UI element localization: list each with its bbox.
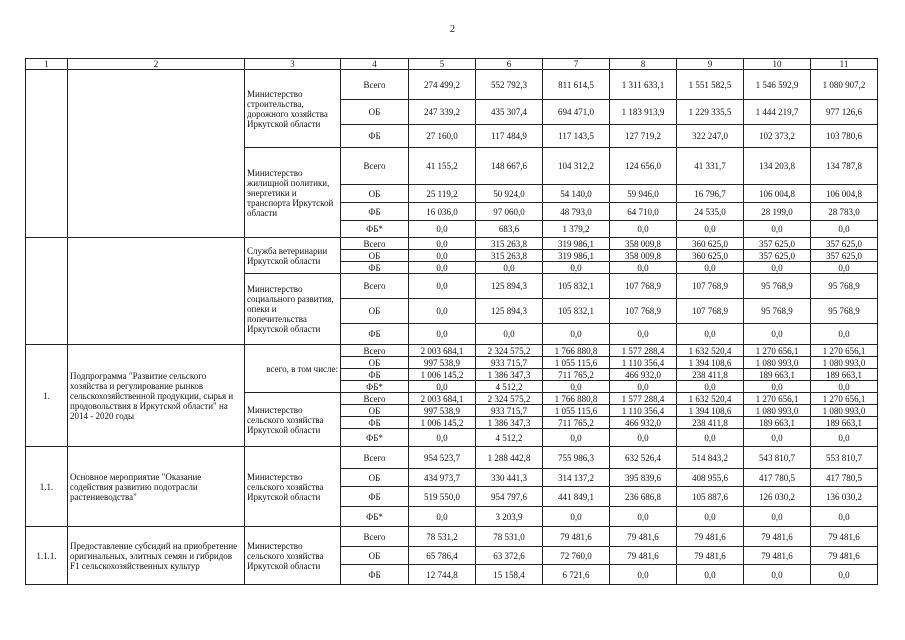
value-cell: 0,0 [610, 221, 677, 238]
value-cell: 104 312,2 [543, 148, 610, 185]
value-cell: 755 986,3 [543, 447, 610, 469]
column-number-cell: 8 [610, 59, 677, 70]
value-cell: 997 538,9 [409, 405, 476, 417]
value-cell: 1 632 520,4 [677, 345, 744, 357]
value-cell: 1 080 993,0 [744, 357, 811, 369]
value-cell: 0,0 [811, 429, 878, 447]
value-cell: 0,0 [409, 274, 476, 299]
funding-source-cell: ФБ [341, 324, 409, 345]
value-cell: 954 797,6 [476, 487, 543, 507]
value-cell: 711 765,2 [543, 369, 610, 381]
table-row [26, 238, 878, 250]
value-cell: 79 481,6 [677, 547, 744, 565]
value-cell: 314 137,2 [543, 469, 610, 487]
value-cell: 106 004,8 [811, 185, 878, 203]
value-cell: 543 810,7 [744, 447, 811, 469]
item-number-cell [26, 238, 68, 345]
value-cell: 189 663,1 [744, 417, 811, 429]
funding-source-cell: Всего [341, 527, 409, 547]
value-cell: 357 625,0 [744, 238, 811, 250]
value-cell: 24 535,0 [677, 203, 744, 221]
value-cell: 1 270 656,1 [811, 345, 878, 357]
value-cell: 0,0 [543, 507, 610, 527]
value-cell: 1 006 145,2 [409, 417, 476, 429]
value-cell: 0,0 [409, 507, 476, 527]
value-cell: 1 386 347,3 [476, 369, 543, 381]
value-cell: 134 787,8 [811, 148, 878, 185]
value-cell: 357 625,0 [744, 250, 811, 262]
funding-source-cell: ОБ [341, 547, 409, 565]
funding-source-cell: ОБ [341, 405, 409, 417]
value-cell: 0,0 [811, 324, 878, 345]
column-number-cell: 7 [543, 59, 610, 70]
value-cell: 78 531,2 [409, 527, 476, 547]
value-cell: 124 656,0 [610, 148, 677, 185]
value-cell: 1 577 288,4 [610, 345, 677, 357]
value-cell: 0,0 [811, 381, 878, 393]
value-cell: 0,0 [811, 262, 878, 274]
value-cell: 0,0 [409, 324, 476, 345]
value-cell: 95 768,9 [811, 274, 878, 299]
funding-source-cell: ФБ* [341, 221, 409, 238]
value-cell: 79 481,6 [677, 527, 744, 547]
value-cell: 79 481,6 [744, 527, 811, 547]
value-cell: 4 512,2 [476, 381, 543, 393]
funding-source-cell: Всего [341, 274, 409, 299]
value-cell: 105 887,6 [677, 487, 744, 507]
value-cell: 466 932,0 [610, 369, 677, 381]
value-cell: 360 625,0 [677, 238, 744, 250]
item-number-cell: 1. [26, 345, 68, 447]
value-cell: 0,0 [744, 221, 811, 238]
value-cell: 1 379,2 [543, 221, 610, 238]
value-cell: 3 203,9 [476, 507, 543, 527]
value-cell: 106 004,8 [744, 185, 811, 203]
value-cell: 105 832,1 [543, 274, 610, 299]
value-cell: 357 625,0 [811, 238, 878, 250]
value-cell: 6 721,6 [543, 565, 610, 585]
value-cell: 395 839,6 [610, 469, 677, 487]
funding-source-cell: ФБ [341, 262, 409, 274]
value-cell: 933 715,7 [476, 357, 543, 369]
executor-cell: Министерство строительства, дорожного хозяйства Иркутской области [245, 70, 341, 148]
value-cell: 319 986,1 [543, 250, 610, 262]
value-cell: 16 796,7 [677, 185, 744, 203]
value-cell: 0,0 [811, 507, 878, 527]
executor-cell: Министерство сельского хозяйства Иркутской области [245, 447, 341, 527]
executor-cell: Министерство сельского хозяйства Иркутской области [245, 527, 341, 585]
value-cell: 330 441,3 [476, 469, 543, 487]
value-cell: 0,0 [543, 381, 610, 393]
value-cell: 1 766 880,8 [543, 345, 610, 357]
value-cell: 0,0 [677, 221, 744, 238]
value-cell: 79 481,6 [744, 547, 811, 565]
value-cell: 711 765,2 [543, 417, 610, 429]
value-cell: 189 663,1 [811, 417, 878, 429]
value-cell: 0,0 [543, 324, 610, 345]
value-cell: 105 832,1 [543, 299, 610, 324]
value-cell: 1 288 442,8 [476, 447, 543, 469]
value-cell: 0,0 [677, 381, 744, 393]
value-cell: 117 143,5 [543, 125, 610, 148]
value-cell: 1 546 592,9 [744, 70, 811, 100]
value-cell: 134 203,8 [744, 148, 811, 185]
value-cell: 0,0 [610, 565, 677, 585]
value-cell: 125 894,3 [476, 299, 543, 324]
value-cell: 0,0 [744, 429, 811, 447]
funding-source-cell: Всего [341, 238, 409, 250]
value-cell: 315 263,8 [476, 238, 543, 250]
value-cell: 236 686,8 [610, 487, 677, 507]
table-row [26, 345, 878, 357]
value-cell: 466 932,0 [610, 417, 677, 429]
value-cell: 417 780,5 [811, 469, 878, 487]
value-cell: 79 481,6 [811, 527, 878, 547]
value-cell: 189 663,1 [811, 369, 878, 381]
funding-source-cell: ОБ [341, 357, 409, 369]
funding-source-cell: Всего [341, 345, 409, 357]
funding-source-cell: ФБ [341, 417, 409, 429]
value-cell: 1 110 356,4 [610, 357, 677, 369]
value-cell: 1 110 356,4 [610, 405, 677, 417]
value-cell: 0,0 [677, 429, 744, 447]
value-cell: 1 080 993,0 [811, 405, 878, 417]
funding-source-cell: ФБ* [341, 381, 409, 393]
value-cell: 107 768,9 [610, 274, 677, 299]
value-cell: 0,0 [409, 381, 476, 393]
funding-source-cell: ФБ* [341, 507, 409, 527]
value-cell: 107 768,9 [677, 299, 744, 324]
value-cell: 1 270 656,1 [744, 345, 811, 357]
item-name-cell [68, 70, 245, 238]
funding-source-cell: Всего [341, 148, 409, 185]
value-cell: 238 411,8 [677, 417, 744, 429]
value-cell: 514 843,2 [677, 447, 744, 469]
value-cell: 1 386 347,3 [476, 417, 543, 429]
value-cell: 1 055 115,6 [543, 357, 610, 369]
executor-cell: всего, в том числе: [245, 345, 341, 393]
value-cell: 127 719,2 [610, 125, 677, 148]
executor-cell: Министерство социального развития, опеки и попечительства Иркутской области [245, 274, 341, 345]
funding-source-cell: ФБ* [341, 429, 409, 447]
funding-source-cell: Всего [341, 70, 409, 100]
value-cell: 519 550,0 [409, 487, 476, 507]
value-cell: 0,0 [409, 299, 476, 324]
value-cell: 28 199,0 [744, 203, 811, 221]
value-cell: 435 307,4 [476, 100, 543, 125]
column-number-cell: 1 [26, 59, 68, 70]
value-cell: 59 946,0 [610, 185, 677, 203]
value-cell: 41 331,7 [677, 148, 744, 185]
value-cell: 933 715,7 [476, 405, 543, 417]
value-cell: 954 523,7 [409, 447, 476, 469]
value-cell: 1 229 335,5 [677, 100, 744, 125]
item-number-cell: 1.1.1. [26, 527, 68, 585]
value-cell: 148 667,6 [476, 148, 543, 185]
column-number-cell: 4 [341, 59, 409, 70]
column-number-cell: 6 [476, 59, 543, 70]
value-cell: 1 577 288,4 [610, 393, 677, 405]
funding-source-cell: Всего [341, 393, 409, 405]
value-cell: 0,0 [409, 221, 476, 238]
value-cell: 0,0 [543, 262, 610, 274]
value-cell: 95 768,9 [811, 299, 878, 324]
value-cell: 107 768,9 [677, 274, 744, 299]
value-cell: 441 849,1 [543, 487, 610, 507]
funding-source-cell: ОБ [341, 250, 409, 262]
value-cell: 434 973,7 [409, 469, 476, 487]
value-cell: 319 986,1 [543, 238, 610, 250]
value-cell: 0,0 [409, 238, 476, 250]
column-number-cell: 9 [677, 59, 744, 70]
value-cell: 0,0 [610, 324, 677, 345]
value-cell: 1 270 656,1 [811, 393, 878, 405]
value-cell: 683,6 [476, 221, 543, 238]
value-cell: 1 080 907,2 [811, 70, 878, 100]
value-cell: 125 894,3 [476, 274, 543, 299]
value-cell: 1 766 880,8 [543, 393, 610, 405]
value-cell: 2 003 684,1 [409, 393, 476, 405]
value-cell: 41 155,2 [409, 148, 476, 185]
value-cell: 358 009,8 [610, 238, 677, 250]
value-cell: 0,0 [610, 429, 677, 447]
value-cell: 694 471,0 [543, 100, 610, 125]
funding-source-cell: ОБ [341, 469, 409, 487]
value-cell: 0,0 [476, 324, 543, 345]
value-cell: 189 663,1 [744, 369, 811, 381]
value-cell: 1 006 145,2 [409, 369, 476, 381]
value-cell: 0,0 [409, 262, 476, 274]
value-cell: 103 780,6 [811, 125, 878, 148]
value-cell: 997 538,9 [409, 357, 476, 369]
value-cell: 79 481,6 [610, 527, 677, 547]
table-row [26, 70, 878, 100]
value-cell: 72 760,0 [543, 547, 610, 565]
value-cell: 238 411,8 [677, 369, 744, 381]
value-cell: 0,0 [610, 381, 677, 393]
value-cell: 1 080 993,0 [811, 357, 878, 369]
value-cell: 0,0 [610, 507, 677, 527]
value-cell: 1 551 582,5 [677, 70, 744, 100]
funding-source-cell: ФБ [341, 565, 409, 585]
value-cell: 25 119,2 [409, 185, 476, 203]
value-cell: 0,0 [409, 250, 476, 262]
value-cell: 274 499,2 [409, 70, 476, 100]
value-cell: 107 768,9 [610, 299, 677, 324]
value-cell: 0,0 [610, 262, 677, 274]
value-cell: 102 373,2 [744, 125, 811, 148]
funding-source-cell: ФБ [341, 487, 409, 507]
value-cell: 0,0 [744, 324, 811, 345]
column-number-cell: 2 [68, 59, 245, 70]
column-number-row [26, 59, 878, 70]
value-cell: 0,0 [677, 262, 744, 274]
funding-source-cell: ОБ [341, 299, 409, 324]
value-cell: 322 247,0 [677, 125, 744, 148]
value-cell: 552 792,3 [476, 70, 543, 100]
executor-cell: Служба ветеринарии Иркутской области [245, 238, 341, 274]
value-cell: 1 270 656,1 [744, 393, 811, 405]
value-cell: 1 055 115,6 [543, 405, 610, 417]
page-number: 2 [450, 24, 455, 35]
value-cell: 28 783,0 [811, 203, 878, 221]
value-cell: 65 786,4 [409, 547, 476, 565]
value-cell: 1 183 913,9 [610, 100, 677, 125]
value-cell: 95 768,9 [744, 299, 811, 324]
value-cell: 1 394 108,6 [677, 405, 744, 417]
value-cell: 0,0 [744, 262, 811, 274]
value-cell: 79 481,6 [610, 547, 677, 565]
value-cell: 95 768,9 [744, 274, 811, 299]
column-number-cell: 3 [245, 59, 341, 70]
value-cell: 2 324 575,2 [476, 393, 543, 405]
item-name-cell: Основное мероприятие "Оказание содействия развитию подотрасли растениеводства" [68, 447, 245, 527]
value-cell: 1 080 993,0 [744, 405, 811, 417]
value-cell: 27 160,0 [409, 125, 476, 148]
column-number-cell: 11 [811, 59, 878, 70]
value-cell: 0,0 [543, 429, 610, 447]
value-cell: 408 955,6 [677, 469, 744, 487]
value-cell: 48 793,0 [543, 203, 610, 221]
funding-source-cell: ОБ [341, 100, 409, 125]
value-cell: 15 158,4 [476, 565, 543, 585]
value-cell: 0,0 [476, 262, 543, 274]
value-cell: 0,0 [677, 324, 744, 345]
value-cell: 553 810,7 [811, 447, 878, 469]
column-number-cell: 10 [744, 59, 811, 70]
value-cell: 977 126,6 [811, 100, 878, 125]
value-cell: 2 003 684,1 [409, 345, 476, 357]
value-cell: 417 780,5 [744, 469, 811, 487]
value-cell: 0,0 [811, 565, 878, 585]
table-row [26, 527, 878, 547]
funding-source-cell: ФБ [341, 125, 409, 148]
item-number-cell [26, 70, 68, 238]
value-cell: 1 394 108,6 [677, 357, 744, 369]
value-cell: 0,0 [744, 381, 811, 393]
executor-cell: Министерство сельского хозяйства Иркутской области [245, 393, 341, 447]
value-cell: 50 924,0 [476, 185, 543, 203]
budget-table [25, 58, 878, 585]
funding-source-cell: ФБ [341, 203, 409, 221]
value-cell: 136 030,2 [811, 487, 878, 507]
value-cell: 2 324 575,2 [476, 345, 543, 357]
value-cell: 358 009,8 [610, 250, 677, 262]
value-cell: 78 531,0 [476, 527, 543, 547]
value-cell: 0,0 [409, 429, 476, 447]
value-cell: 54 140,0 [543, 185, 610, 203]
value-cell: 0,0 [744, 507, 811, 527]
value-cell: 632 526,4 [610, 447, 677, 469]
item-name-cell [68, 238, 245, 345]
value-cell: 117 484,9 [476, 125, 543, 148]
value-cell: 79 481,6 [543, 527, 610, 547]
value-cell: 0,0 [744, 565, 811, 585]
value-cell: 247 339,2 [409, 100, 476, 125]
item-name-cell: Предоставление субсидий на приобретение оригинальных, элитных семян и гибридов F1 сельскохозяйственных культур [68, 527, 245, 585]
item-number-cell: 1.1. [26, 447, 68, 527]
value-cell: 360 625,0 [677, 250, 744, 262]
value-cell: 1 632 520,4 [677, 393, 744, 405]
table-row [26, 447, 878, 469]
value-cell: 357 625,0 [811, 250, 878, 262]
value-cell: 0,0 [677, 565, 744, 585]
value-cell: 63 372,6 [476, 547, 543, 565]
value-cell: 0,0 [811, 221, 878, 238]
funding-source-cell: ФБ [341, 369, 409, 381]
value-cell: 16 036,0 [409, 203, 476, 221]
value-cell: 315 263,8 [476, 250, 543, 262]
column-number-cell: 5 [409, 59, 476, 70]
value-cell: 12 744,8 [409, 565, 476, 585]
executor-cell: Министерство жилищной политики, энергетики и транспорта Иркутской области [245, 148, 341, 238]
value-cell: 79 481,6 [811, 547, 878, 565]
item-name-cell: Подпрограмма "Развитие сельского хозяйства и регулирование рынков сельскохозяйственной продукции, сырья и продовольствия в Иркутской области" на 2014 - 2020 годы [68, 345, 245, 447]
value-cell: 126 030,2 [744, 487, 811, 507]
funding-source-cell: Всего [341, 447, 409, 469]
value-cell: 97 060,0 [476, 203, 543, 221]
value-cell: 64 710,0 [610, 203, 677, 221]
funding-source-cell: ОБ [341, 185, 409, 203]
value-cell: 811 614,5 [543, 70, 610, 100]
value-cell: 1 444 219,7 [744, 100, 811, 125]
value-cell: 4 512,2 [476, 429, 543, 447]
value-cell: 0,0 [677, 507, 744, 527]
value-cell: 1 311 633,1 [610, 70, 677, 100]
